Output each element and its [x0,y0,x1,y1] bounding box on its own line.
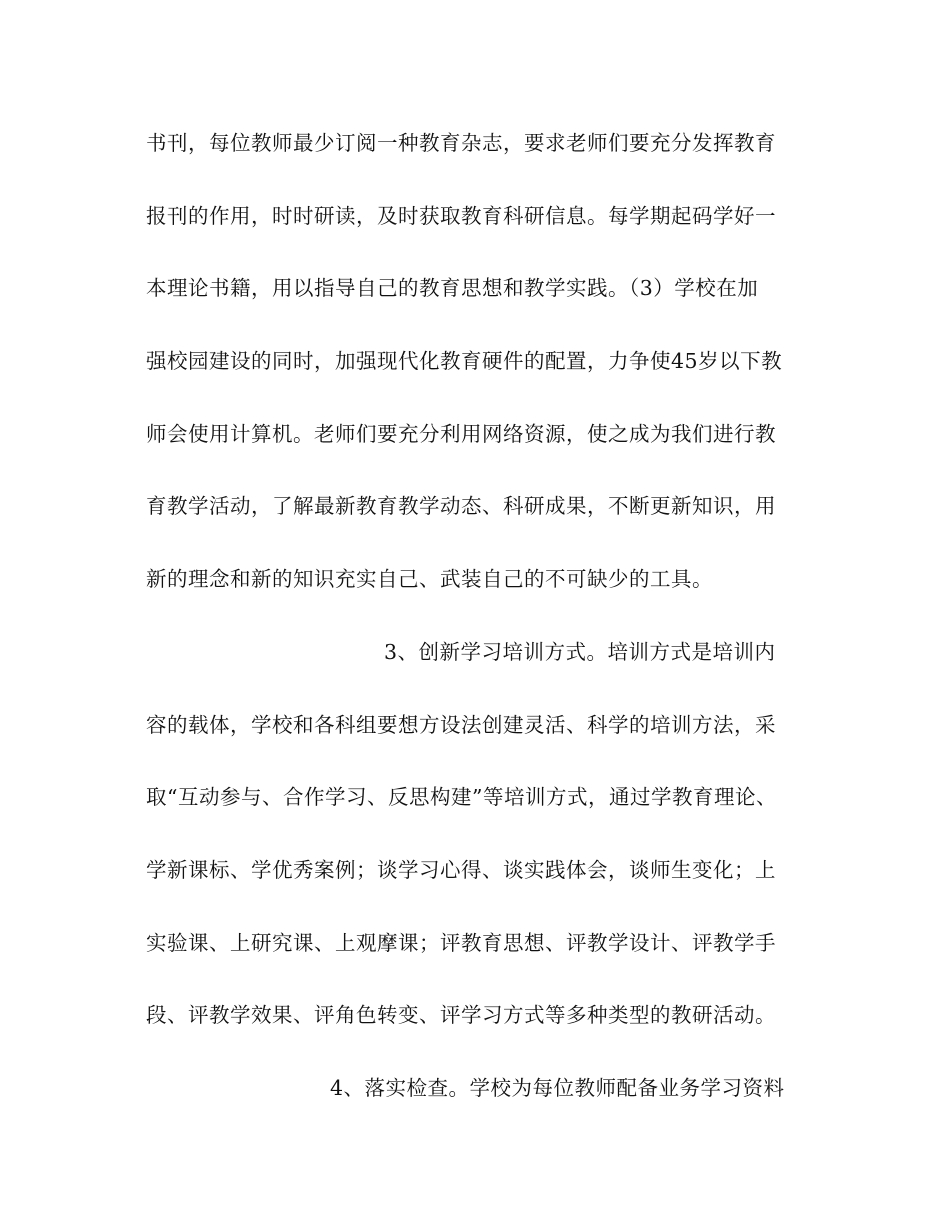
text-line: 实验课、上研究课、上观摩课；评教育思想、评教学设计、评教学手 [146,930,776,955]
text-line: 段、评教学效果、评角色转变、评学习方式等多种类型的教研活动。 [146,1003,776,1028]
section-heading-3: 3、创新学习培训方式。培训方式是培训内 [384,639,776,664]
section-heading-4: 4、落实检查。学校为每位教师配备业务学习资料 [330,1075,785,1100]
text-line: 新的理念和新的知识充实自己、武装自己的不可缺少的工具。 [146,567,713,592]
text-line: 取“互动参与、合作学习、反思构建”等培训方式，通过学教育理论、 [146,785,777,810]
text-line: 本理论书籍，用以指导自己的教育思想和教学实践。（3）学校在加 [146,276,759,301]
text-line: 育教学活动，了解最新教育教学动态、科研成果，不断更新知识，用 [146,494,776,519]
text-line: 强校园建设的同时，加强现代化教育硬件的配置，力争使45岁以下教 [146,349,783,374]
text-line: 师会使用计算机。老师们要充分利用网络资源，使之成为我们进行教 [146,421,776,446]
text-line: 学新课标、学优秀案例；谈学习心得、谈实践体会，谈师生变化；上 [146,857,776,882]
text-line: 书刊，每位教师最少订阅一种教育杂志，要求老师们要充分发挥教育 [146,131,776,155]
text-line: 报刊的作用，时时研读，及时获取教育科研信息。每学期起码学好一 [146,203,776,228]
body-text [146,128,826,1146]
text-line: 容的载体，学校和各科组要想方设法创建灵活、科学的培训方法，采 [146,712,776,737]
